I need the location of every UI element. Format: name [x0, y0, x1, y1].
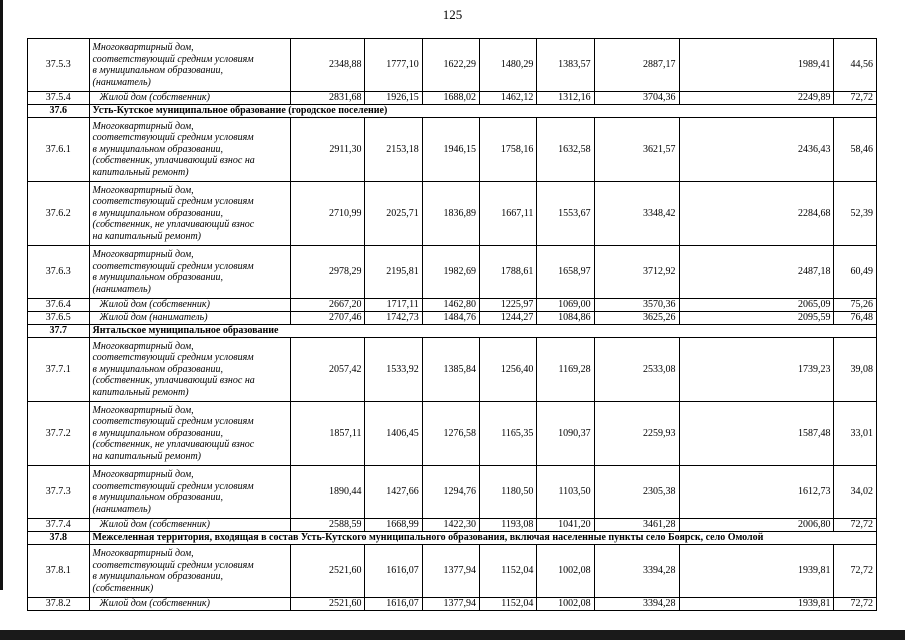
- row-code: 37.5.3: [28, 39, 90, 92]
- value-cell: 1069,00: [537, 299, 594, 312]
- value-cell: 2707,46: [291, 312, 365, 325]
- description-line: соответствующий средним условиям: [92, 480, 254, 492]
- section-row: [28, 532, 877, 545]
- description-line: (собственник, уплачивающий взнос на: [92, 375, 255, 387]
- value-cell: 1777,10: [365, 39, 422, 92]
- value-cell: 3461,28: [594, 519, 679, 532]
- value-cell: 1788,61: [480, 246, 537, 299]
- value-cell: 1180,50: [480, 466, 537, 519]
- value-cell: 1484,76: [422, 312, 479, 325]
- value-cell: 2057,42: [291, 338, 365, 402]
- table-row: [28, 312, 877, 325]
- description-line: в муниципальном образовании,: [92, 427, 223, 439]
- value-cell: 3570,36: [594, 299, 679, 312]
- value-cell: 1667,11: [480, 182, 537, 246]
- row-description: [89, 92, 291, 105]
- value-cell: 3621,57: [594, 118, 679, 182]
- value-cell: 2006,80: [679, 519, 834, 532]
- description-line: (наниматель): [92, 503, 151, 515]
- value-cell: 2095,59: [679, 312, 834, 325]
- description-line: на капитальный ремонт): [92, 230, 202, 242]
- value-cell: 2436,43: [679, 118, 834, 182]
- description-line: соответствующий средним условиям: [92, 260, 254, 272]
- value-cell: 1480,29: [480, 39, 537, 92]
- value-cell: 3704,36: [594, 92, 679, 105]
- value-cell: 72,72: [834, 92, 877, 105]
- section-row: [28, 105, 877, 118]
- value-cell: 1836,89: [422, 182, 479, 246]
- value-cell: 33,01: [834, 402, 877, 466]
- row-code: 37.7.2: [28, 402, 90, 466]
- section-code: 37.7: [28, 325, 90, 338]
- section-title: Усть-Кутское муниципальное образование (городское поселение): [89, 105, 876, 118]
- value-cell: 2911,30: [291, 118, 365, 182]
- description-line: в муниципальном образовании,: [92, 207, 223, 219]
- table-row: [28, 118, 877, 182]
- value-cell: 1294,76: [422, 466, 479, 519]
- value-cell: 2887,17: [594, 39, 679, 92]
- value-cell: 1632,58: [537, 118, 594, 182]
- description-line: Многоквартирный дом,: [92, 469, 194, 480]
- description-line: Многоквартирный дом,: [92, 120, 194, 132]
- row-description: [89, 39, 291, 92]
- value-cell: 1406,45: [365, 402, 422, 466]
- value-cell: 2249,89: [679, 92, 834, 105]
- value-cell: 1612,73: [679, 466, 834, 519]
- value-cell: 1225,97: [480, 299, 537, 312]
- row-description: [89, 338, 291, 402]
- value-cell: 1377,94: [422, 545, 479, 598]
- value-cell: 2710,99: [291, 182, 365, 246]
- value-cell: 1587,48: [679, 402, 834, 466]
- row-description: [89, 118, 291, 182]
- description-line: (собственник): [92, 582, 154, 594]
- value-cell: 60,49: [834, 246, 877, 299]
- value-cell: 2025,71: [365, 182, 422, 246]
- description-line: на капитальный ремонт): [92, 450, 202, 462]
- description-line: Многоквартирный дом,: [92, 249, 194, 260]
- value-cell: 1385,84: [422, 338, 479, 402]
- value-cell: 1890,44: [291, 466, 365, 519]
- value-cell: 1256,40: [480, 338, 537, 402]
- value-cell: 1939,81: [679, 545, 834, 598]
- section-code: 37.6: [28, 105, 90, 118]
- value-cell: 1152,04: [480, 598, 537, 611]
- value-cell: 44,56: [834, 39, 877, 92]
- scan-bottom-edge: [0, 630, 905, 640]
- value-cell: 1622,29: [422, 39, 479, 92]
- row-code: 37.8.1: [28, 545, 90, 598]
- value-cell: 1533,92: [365, 338, 422, 402]
- value-cell: 1462,12: [480, 92, 537, 105]
- value-cell: 1377,94: [422, 598, 479, 611]
- value-cell: 1939,81: [679, 598, 834, 611]
- value-cell: 72,72: [834, 545, 877, 598]
- value-cell: 1616,07: [365, 598, 422, 611]
- section-code: 37.8: [28, 532, 90, 545]
- value-cell: 1668,99: [365, 519, 422, 532]
- value-cell: 1616,07: [365, 545, 422, 598]
- row-description: [89, 545, 291, 598]
- value-cell: 2588,59: [291, 519, 365, 532]
- row-description: [89, 598, 291, 611]
- value-cell: 3394,28: [594, 598, 679, 611]
- description-line: соответствующий средним условиям: [92, 352, 254, 364]
- description-line: Жилой дом (собственник): [99, 299, 210, 311]
- value-cell: 1742,73: [365, 312, 422, 325]
- description-line: (собственник, не уплачивающий взнос: [92, 439, 255, 451]
- value-cell: 1244,27: [480, 312, 537, 325]
- description-line: Жилой дом (собственник): [99, 598, 210, 610]
- row-code: 37.6.1: [28, 118, 90, 182]
- tariff-table: [27, 38, 877, 611]
- value-cell: 39,08: [834, 338, 877, 402]
- value-cell: 1276,58: [422, 402, 479, 466]
- page-number: 125: [442, 7, 463, 22]
- row-description: [89, 402, 291, 466]
- description-line: капитальный ремонт): [92, 386, 189, 398]
- description-line: Многоквартирный дом,: [92, 340, 194, 352]
- value-cell: 1090,37: [537, 402, 594, 466]
- row-code: 37.6.4: [28, 299, 90, 312]
- value-cell: 1553,67: [537, 182, 594, 246]
- table-row: [28, 338, 877, 402]
- description-line: (наниматель): [92, 76, 151, 88]
- value-cell: 1717,11: [365, 299, 422, 312]
- description-line: в муниципальном образовании,: [92, 143, 223, 155]
- value-cell: 2667,20: [291, 299, 365, 312]
- description-line: (наниматель): [92, 283, 151, 295]
- scan-left-edge: [0, 0, 3, 590]
- value-cell: 1002,08: [537, 545, 594, 598]
- description-line: соответствующий средним условиям: [92, 196, 254, 208]
- description-line: (собственник, уплачивающий взнос на: [92, 155, 255, 167]
- description-line: Жилой дом (собственник): [99, 92, 210, 104]
- description-line: в муниципальном образовании,: [92, 65, 223, 76]
- value-cell: 2487,18: [679, 246, 834, 299]
- description-line: (собственник, не уплачивающий взнос: [92, 219, 255, 231]
- value-cell: 2521,60: [291, 598, 365, 611]
- value-cell: 1739,23: [679, 338, 834, 402]
- value-cell: 1169,28: [537, 338, 594, 402]
- value-cell: 1926,15: [365, 92, 422, 105]
- value-cell: 1857,11: [291, 402, 365, 466]
- description-line: Многоквартирный дом,: [92, 184, 194, 196]
- value-cell: 1946,15: [422, 118, 479, 182]
- value-cell: 1462,80: [422, 299, 479, 312]
- value-cell: 1982,69: [422, 246, 479, 299]
- value-cell: 2284,68: [679, 182, 834, 246]
- value-cell: 2831,68: [291, 92, 365, 105]
- value-cell: 3625,26: [594, 312, 679, 325]
- description-line: Жилой дом (наниматель): [99, 312, 208, 324]
- value-cell: 2305,38: [594, 466, 679, 519]
- description-line: в муниципальном образовании,: [92, 363, 223, 375]
- value-cell: 2259,93: [594, 402, 679, 466]
- table-row: [28, 299, 877, 312]
- description-line: в муниципальном образовании,: [92, 571, 223, 582]
- description-line: соответствующий средним условиям: [92, 53, 254, 65]
- table-row: [28, 545, 877, 598]
- description-line: капитальный ремонт): [92, 166, 189, 178]
- value-cell: 3348,42: [594, 182, 679, 246]
- row-description: [89, 182, 291, 246]
- row-description: [89, 466, 291, 519]
- value-cell: 1084,86: [537, 312, 594, 325]
- value-cell: 3394,28: [594, 545, 679, 598]
- value-cell: 2195,81: [365, 246, 422, 299]
- value-cell: 1758,16: [480, 118, 537, 182]
- row-code: 37.7.1: [28, 338, 90, 402]
- value-cell: 2978,29: [291, 246, 365, 299]
- value-cell: 58,46: [834, 118, 877, 182]
- row-code: 37.7.4: [28, 519, 90, 532]
- description-line: в муниципальном образовании,: [92, 272, 223, 283]
- description-line: Многоквартирный дом,: [92, 404, 194, 416]
- row-code: 37.6.3: [28, 246, 90, 299]
- section-row: [28, 325, 877, 338]
- table-row: [28, 182, 877, 246]
- value-cell: 1658,97: [537, 246, 594, 299]
- value-cell: 2348,88: [291, 39, 365, 92]
- value-cell: 1312,16: [537, 92, 594, 105]
- description-line: в муниципальном образовании,: [92, 492, 223, 503]
- value-cell: 3712,92: [594, 246, 679, 299]
- value-cell: 1041,20: [537, 519, 594, 532]
- value-cell: 75,26: [834, 299, 877, 312]
- value-cell: 2533,08: [594, 338, 679, 402]
- value-cell: 2065,09: [679, 299, 834, 312]
- table-row: [28, 39, 877, 92]
- row-code: 37.6.2: [28, 182, 90, 246]
- table-row: [28, 598, 877, 611]
- section-title: Межселенная территория, входящая в состав Усть-Кутского муниципального образования, включая населенные пункты село Боярск, село Омолой: [89, 532, 876, 545]
- row-description: [89, 519, 291, 532]
- value-cell: 1989,41: [679, 39, 834, 92]
- value-cell: 2521,60: [291, 545, 365, 598]
- table-row: [28, 519, 877, 532]
- value-cell: 1002,08: [537, 598, 594, 611]
- description-line: Многоквартирный дом,: [92, 42, 194, 53]
- value-cell: 1422,30: [422, 519, 479, 532]
- description-line: Жилой дом (собственник): [99, 519, 210, 531]
- row-code: 37.8.2: [28, 598, 90, 611]
- table-body: [28, 39, 877, 611]
- value-cell: 52,39: [834, 182, 877, 246]
- description-line: соответствующий средним условиям: [92, 559, 254, 571]
- row-code: 37.5.4: [28, 92, 90, 105]
- table-row: [28, 92, 877, 105]
- value-cell: 76,48: [834, 312, 877, 325]
- value-cell: 1688,02: [422, 92, 479, 105]
- value-cell: 34,02: [834, 466, 877, 519]
- value-cell: 1193,08: [480, 519, 537, 532]
- value-cell: 72,72: [834, 519, 877, 532]
- value-cell: 72,72: [834, 598, 877, 611]
- row-description: [89, 246, 291, 299]
- section-title: Янтальское муниципальное образование: [89, 325, 876, 338]
- table-row: [28, 466, 877, 519]
- table-row: [28, 246, 877, 299]
- value-cell: 1383,57: [537, 39, 594, 92]
- value-cell: 1165,35: [480, 402, 537, 466]
- row-description: [89, 312, 291, 325]
- description-line: соответствующий средним условиям: [92, 416, 254, 428]
- row-code: 37.6.5: [28, 312, 90, 325]
- value-cell: 1103,50: [537, 466, 594, 519]
- value-cell: 2153,18: [365, 118, 422, 182]
- row-description: [89, 299, 291, 312]
- description-line: соответствующий средним условиям: [92, 132, 254, 144]
- value-cell: 1427,66: [365, 466, 422, 519]
- description-line: Многоквартирный дом,: [92, 548, 194, 559]
- value-cell: 1152,04: [480, 545, 537, 598]
- row-code: 37.7.3: [28, 466, 90, 519]
- table-row: [28, 402, 877, 466]
